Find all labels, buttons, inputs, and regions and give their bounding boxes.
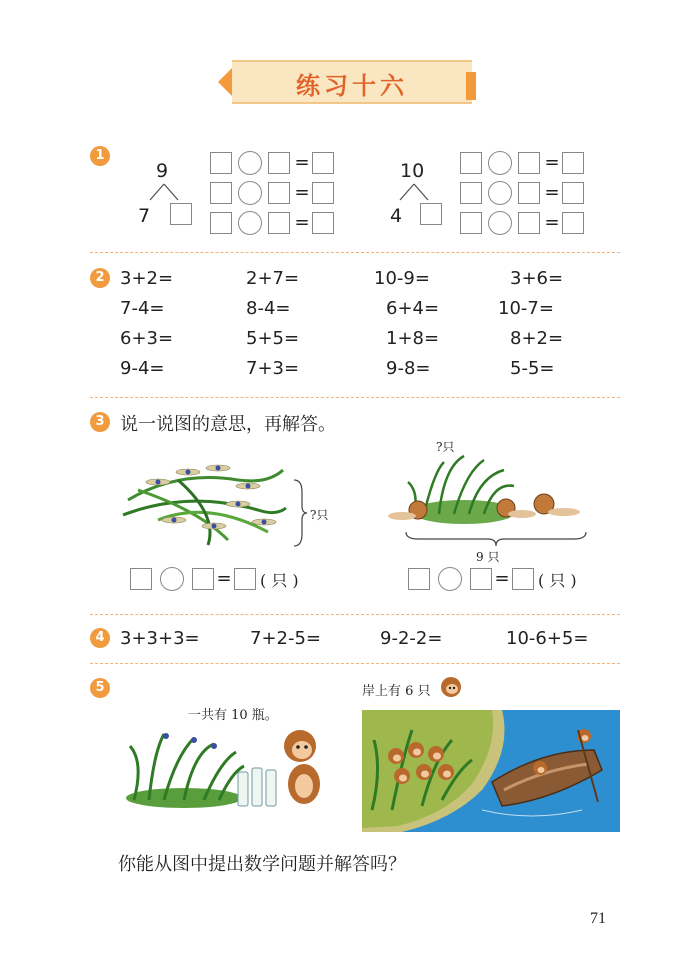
blank-box[interactable] <box>268 182 290 204</box>
blank-box[interactable] <box>312 182 334 204</box>
operator-circle[interactable] <box>438 567 462 591</box>
river-scene <box>362 710 620 832</box>
expression: 10-9= <box>374 268 430 289</box>
expression: 1+8= <box>386 328 440 349</box>
blank-box[interactable] <box>460 212 482 234</box>
shore-caption: 岸上有 6 只 <box>362 684 431 699</box>
equation-grid-right <box>460 152 590 242</box>
section-divider <box>90 252 620 253</box>
equals-sign: = <box>294 182 310 203</box>
equals-sign: = <box>294 212 310 233</box>
page-number: 71 <box>590 910 606 927</box>
section-2-badge: 2 <box>90 268 110 288</box>
unit-label: ( 只 ) <box>260 571 299 590</box>
decompose-top-right: 10 <box>400 160 425 182</box>
bottom-brace-icon <box>404 530 588 548</box>
expression: 9-2-2= <box>380 628 443 649</box>
blank-box[interactable] <box>518 152 540 174</box>
blank-box[interactable] <box>460 182 482 204</box>
expression: 9-4= <box>120 358 165 379</box>
top-label-right: ?只 <box>436 440 455 454</box>
operator-circle[interactable] <box>238 151 262 175</box>
blank-box[interactable] <box>192 568 214 590</box>
unit-label: ( 只 ) <box>538 571 577 590</box>
blank-box[interactable] <box>268 152 290 174</box>
section-3-prompt: 说一说图的意思，再解答。 <box>120 414 336 435</box>
section-3-badge: 3 <box>90 412 110 432</box>
decompose-top-left: 9 <box>156 160 169 182</box>
equals-sign: = <box>544 182 560 203</box>
expression: 3+2= <box>120 268 174 289</box>
blank-box[interactable] <box>512 568 534 590</box>
river-scene-drawing <box>362 710 620 832</box>
bottle-caption: 一共有 10 瓶。 <box>188 708 278 723</box>
operator-circle[interactable] <box>160 567 184 591</box>
branch-lines-left <box>144 182 184 204</box>
operator-circle[interactable] <box>488 181 512 205</box>
blank-box[interactable] <box>460 152 482 174</box>
operator-circle[interactable] <box>238 211 262 235</box>
blank-box[interactable] <box>312 152 334 174</box>
equation-grid-left <box>210 152 340 242</box>
section-5-badge: 5 <box>90 678 110 698</box>
expression: 8+2= <box>510 328 564 349</box>
expression: 2+7= <box>246 268 300 289</box>
blank-box[interactable] <box>562 182 584 204</box>
blank-box[interactable] <box>562 212 584 234</box>
decompose-blank-left[interactable] <box>170 203 192 225</box>
expression: 7+3= <box>246 358 300 379</box>
grass-dragonflies-illustration <box>118 460 288 550</box>
expression: 9-8= <box>386 358 431 379</box>
expression: 5+5= <box>246 328 300 349</box>
expression: 3+6= <box>510 268 564 289</box>
blank-box[interactable] <box>210 182 232 204</box>
equals-sign: = <box>544 152 560 173</box>
branch-lines-right <box>394 182 434 204</box>
section-4-badge: 4 <box>90 628 110 648</box>
blank-box[interactable] <box>210 212 232 234</box>
expression: 10-6+5= <box>506 628 589 649</box>
decompose-known-right: 4 <box>390 205 403 227</box>
blank-box[interactable] <box>130 568 152 590</box>
monkey-head-icon <box>440 676 462 698</box>
equals-sign: = <box>544 212 560 233</box>
decompose-known-left: 7 <box>138 205 151 227</box>
equals-sign: = <box>216 568 232 589</box>
brace-label-bottom: 9 只 <box>476 550 500 564</box>
section-5-question: 你能从图中提出数学问题并解答吗？ <box>118 854 406 875</box>
expression: 6+4= <box>386 298 440 319</box>
brace-label-left: ?只 <box>310 508 329 522</box>
snails-grass-illustration <box>384 452 594 528</box>
blank-box[interactable] <box>234 568 256 590</box>
blank-box[interactable] <box>518 212 540 234</box>
operator-circle[interactable] <box>488 151 512 175</box>
section-divider <box>90 614 620 615</box>
blank-box[interactable] <box>408 568 430 590</box>
expression: 10-7= <box>498 298 554 319</box>
expression: 8-4= <box>246 298 291 319</box>
operator-circle[interactable] <box>238 181 262 205</box>
right-brace-icon <box>292 478 308 548</box>
expression: 3+3+3= <box>120 628 200 649</box>
operator-circle[interactable] <box>488 211 512 235</box>
equals-sign: = <box>494 568 510 589</box>
expression: 6+3= <box>120 328 174 349</box>
section-1-badge: 1 <box>90 146 110 166</box>
section-divider <box>90 663 620 664</box>
blank-box[interactable] <box>312 212 334 234</box>
blank-box[interactable] <box>470 568 492 590</box>
decompose-blank-right[interactable] <box>420 203 442 225</box>
blank-box[interactable] <box>210 152 232 174</box>
blank-box[interactable] <box>562 152 584 174</box>
blank-box[interactable] <box>518 182 540 204</box>
grass-bottles-monkey-illustration <box>124 722 334 810</box>
expression: 5-5= <box>510 358 555 379</box>
expression: 7+2-5= <box>250 628 322 649</box>
blank-box[interactable] <box>268 212 290 234</box>
page-title: 练习十六 <box>296 71 408 100</box>
expression: 7-4= <box>120 298 165 319</box>
section-divider <box>90 397 620 398</box>
equals-sign: = <box>294 152 310 173</box>
